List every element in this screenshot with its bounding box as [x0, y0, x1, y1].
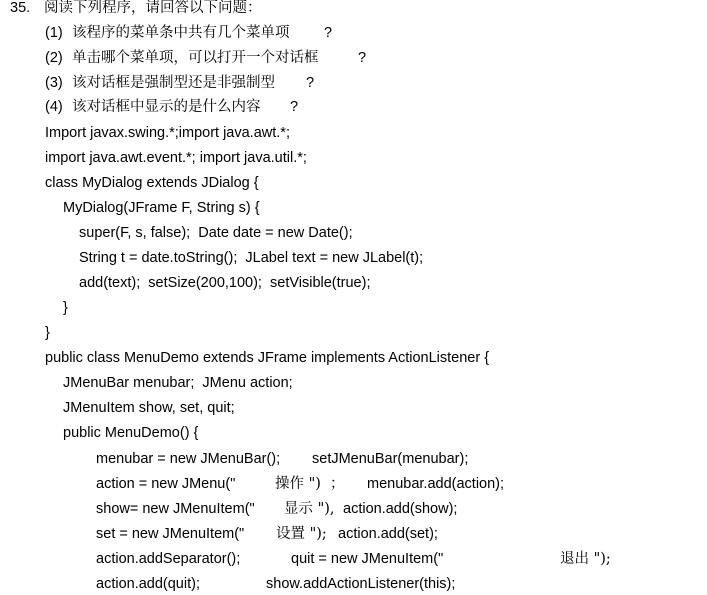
code-line-3: class MyDialog extends JDialog { — [45, 175, 259, 191]
item-1-number: (1) — [45, 25, 63, 41]
code-line-6: String t = date.toString(); JLabel text = new JLabel(t); — [79, 250, 424, 266]
item-2-mark: ? — [358, 50, 367, 66]
code-line-18-part-b: quit = new JMenuItem(" — [291, 551, 444, 567]
code-line-7: add(text); setSize(200,100); setVisible(true); — [79, 275, 371, 291]
code-line-19-part-b: show.addActionListener(this); — [266, 576, 456, 592]
code-line-13: public MenuDemo() { — [63, 425, 199, 441]
code-line-18-part-c: 退出 "); — [560, 551, 611, 567]
code-line-15-part-b: 操作 ") — [275, 476, 321, 492]
code-line-19-part-a: action.add(quit); — [96, 576, 200, 592]
item-3-mark: ? — [306, 75, 315, 91]
code-line-12: JMenuItem show, set, quit; — [63, 400, 235, 416]
code-line-10: public class MenuDemo extends JFrame implements ActionListener { — [45, 350, 490, 366]
item-2-number: (2) — [45, 50, 63, 66]
item-2-text: 单击哪个菜单项，可以打开一个对话框 — [72, 50, 319, 66]
code-line-1: Import javax.swing.*;import java.awt.*; — [45, 125, 290, 141]
item-1-text: 该程序的菜单条中共有几个菜单项 — [72, 25, 290, 41]
item-4-mark: ? — [290, 99, 299, 115]
code-line-17-part-c: action.add(set); — [338, 526, 438, 542]
code-line-2: import java.awt.event.*; import java.util.*; — [45, 150, 307, 166]
code-line-16-part-c: action.add(show); — [343, 501, 458, 517]
question-number: 35. — [10, 0, 31, 16]
code-line-18-part-a: action.addSeparator(); — [96, 551, 241, 567]
code-line-14-part-b: setJMenuBar(menubar); — [312, 451, 469, 467]
code-line-16-part-a: show= new JMenuItem(" — [96, 501, 255, 517]
code-line-5: super(F, s, false); Date date = new Date(); — [79, 225, 353, 241]
code-line-17-part-b: 设置 "); — [276, 526, 327, 542]
item-4-text: 该对话框中显示的是什么内容 — [72, 99, 261, 115]
code-line-9: } — [45, 325, 50, 341]
code-line-4: MyDialog(JFrame F, String s) { — [63, 200, 260, 216]
code-line-14-part-a: menubar = new JMenuBar(); — [96, 451, 281, 467]
item-1-mark: ? — [324, 25, 333, 41]
code-line-16-part-b: 显示 "), — [284, 501, 335, 517]
code-line-15-part-a: action = new JMenu(" — [96, 476, 236, 492]
code-line-11: JMenuBar menubar; JMenu action; — [63, 375, 293, 391]
code-line-17-part-a: set = new JMenuItem(" — [96, 526, 245, 542]
code-line-15-part-d: menubar.add(action); — [367, 476, 505, 492]
item-3-text: 该对话框是强制型还是非强制型 — [72, 75, 275, 91]
item-4-number: (4) — [45, 99, 63, 115]
item-3-number: (3) — [45, 75, 63, 91]
code-line-8: } — [63, 300, 68, 316]
code-line-15-part-c: ； — [330, 476, 345, 492]
question-intro: 阅读下列程序，请回答以下问题： — [44, 0, 262, 16]
